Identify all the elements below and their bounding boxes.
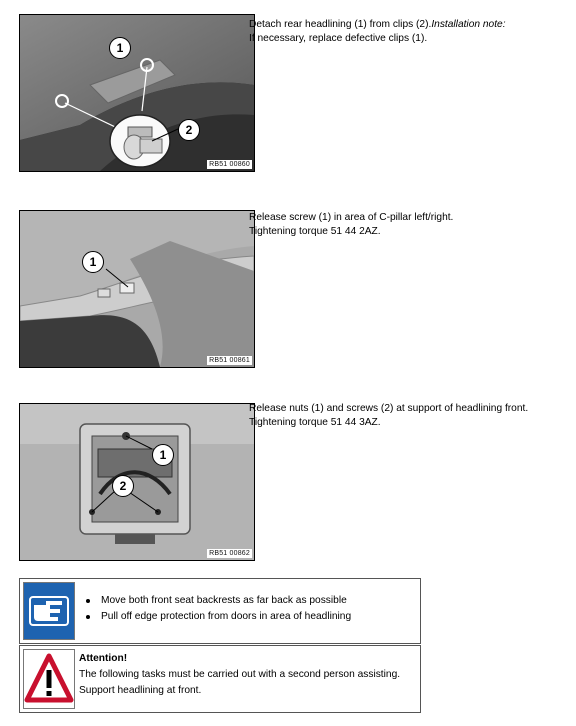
callout-1: 1 [152, 444, 174, 466]
step-2-text [249, 211, 559, 239]
step-2-image [19, 210, 255, 368]
note-item: Move both front seat backrests as far back as possible [84, 593, 351, 609]
installation-note-label: Installation note: [431, 19, 506, 30]
image-code: RB51 00861 [209, 357, 250, 364]
step-3-text [249, 402, 559, 430]
step-3-image [19, 403, 255, 561]
pointing-hand-icon [23, 582, 75, 640]
callout-1: 1 [109, 37, 131, 59]
headlining-clips-illustration [20, 15, 254, 171]
step-2-line-2: Tightening torque 51 44 2AZ. [249, 226, 381, 237]
step-1-line-2: If necessary, replace defective clips (1). [249, 33, 428, 44]
warning-line-2: Support headlining at front. [79, 685, 202, 696]
note-box [19, 578, 421, 644]
warning-triangle-icon [23, 649, 75, 709]
step-1-line-1: Detach rear headlining (1) from clips (2). [249, 19, 432, 30]
step-1-text [249, 18, 559, 46]
note-list [84, 593, 351, 625]
warning-title: Attention! [79, 653, 128, 664]
headlining-support-illustration [20, 404, 254, 560]
callout-2: 2 [112, 475, 134, 497]
step-3-line-2: Tightening torque 51 44 3AZ. [249, 417, 381, 428]
warning-line-1: The following tasks must be carried out with a second person assisting. [79, 669, 401, 680]
warning-box [19, 645, 421, 713]
step-2-line-1: Release screw (1) in area of C-pillar left/right. [249, 212, 454, 223]
step-1-image [19, 14, 255, 172]
callout-1: 1 [82, 251, 104, 273]
image-code: RB51 00862 [209, 550, 250, 557]
c-pillar-illustration [20, 211, 254, 367]
step-3-line-1: Release nuts (1) and screws (2) at support of headlining front. [249, 403, 529, 414]
warning-text [79, 651, 400, 699]
callout-2: 2 [178, 119, 200, 141]
image-code: RB51 00860 [209, 161, 250, 168]
note-item: Pull off edge protection from doors in area of headlining [84, 609, 351, 625]
